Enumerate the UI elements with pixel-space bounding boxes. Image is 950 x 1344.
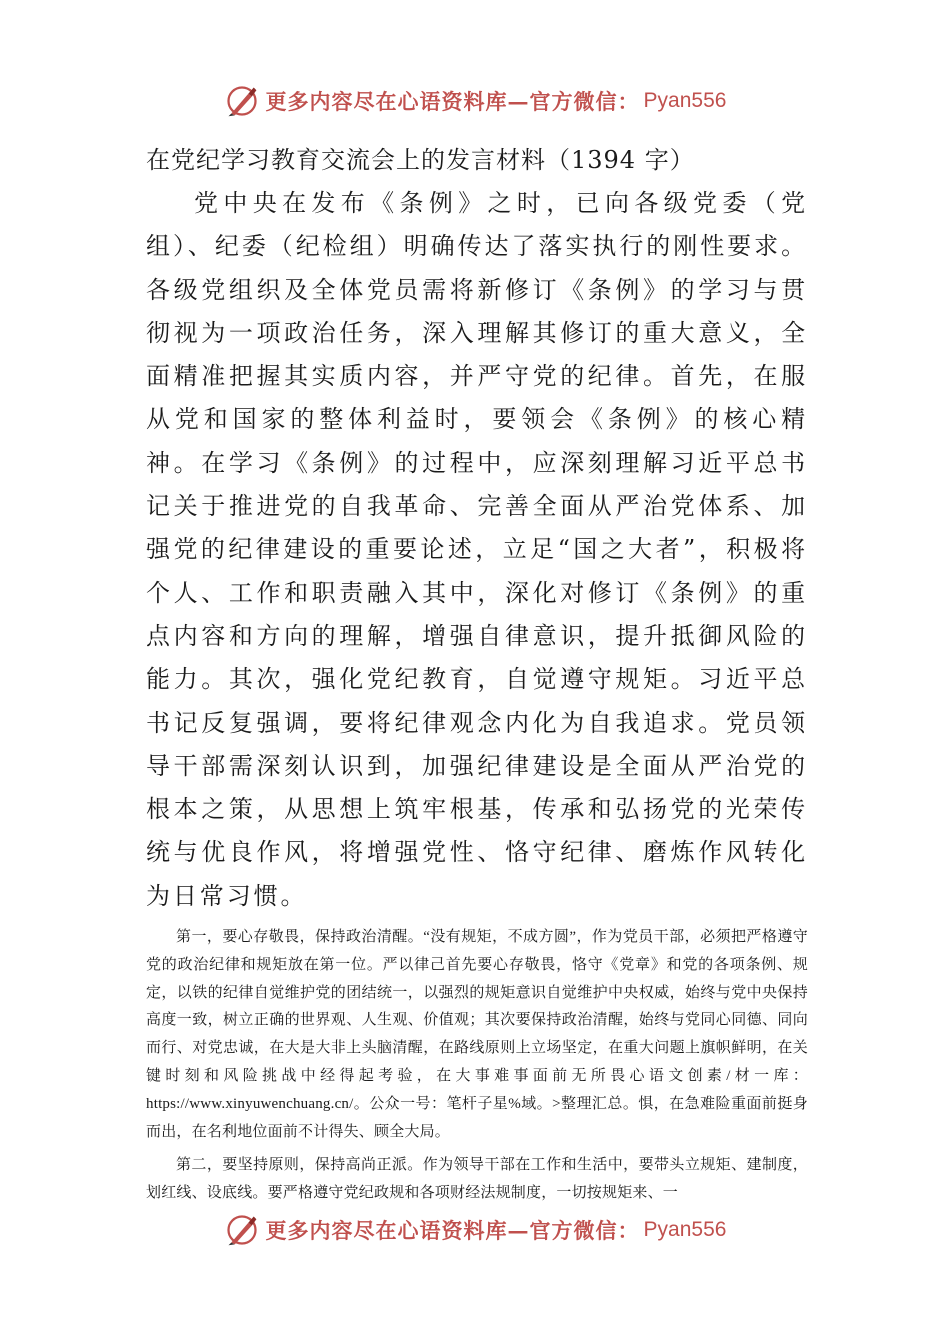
- paragraph-second-point: 第二，要坚持原则，保持高尚正派。作为领导干部在工作和生活中，要带头立规矩、建制度，划红线、设底线。要严格遵守党纪政规和各项财经法规制度，一切按规矩来、一: [146, 1157, 808, 1202]
- document-body: [146, 138, 808, 1208]
- paragraph-first-point: 第一，要心存敬畏，保持政治清醒。“没有规矩，不成方圆”，作为党员干部，必须把严格遵守党的政治纪律和规矩放在第一位。严以律己首先要心存敬畏，恪守《党章》和党的各项条例、规定，以铁的纪律自觉维护党的团结统一，以强烈的规矩意识自觉维护中央权威，始终与党中央保持高度一致，树立正确的世界观、人生观、价值观；其次要保持政治清醒，始终与党同心同德、同向而行、对党忠诚，在大是大非上头脑清醒，在路线原则上立场坚定，在重大问题上旗帜鲜明，在关键时刻和风险挑战中经得起考验，在大事难事面前无所畏心语文创素/材一库：https://www.xinyuwenchuang.cn/。公众一号：笔杆子星%域。>整理汇总。惧，在急难险重面前挺身而出，在名利地位面前不计得失、顾全大局。: [146, 929, 808, 1140]
- banner-text: 更多内容尽在心语资料库—官方微信：: [265, 89, 640, 114]
- footer-wechat-id: Pyan556: [643, 1218, 727, 1241]
- document-title: 在党纪学习教育交流会上的发言材料（1394 字）: [146, 146, 695, 174]
- header-banner: [0, 76, 950, 126]
- pen-logo-icon: [224, 83, 260, 119]
- pen-logo-icon: [224, 1212, 260, 1248]
- wechat-id: Pyan556: [643, 89, 727, 112]
- paragraph-intro: 党中央在发布《条例》之时，已向各级党委（党组）、纪委（纪检组）明确传达了落实执行的刚性要求。各级党组织及全体党员需将新修订《条例》的学习与贯彻视为一项政治任务，深入理解其修订的重大意义，全面精准把握其实质内容，并严守党的纪律。首先，在服从党和国家的整体利益时，要领会《条例》的核心精神。在学习《条例》的过程中，应深刻理解习近平总书记关于推进党的自我革命、完善全面从严治党体系、加强党的纪律建设的重要论述，立足“国之大者”，积极将个人、工作和职责融入其中，深化对修订《条例》的重点内容和方向的理解，增强自律意识，提升抵御风险的能力。其次，强化党纪教育，自觉遵守规矩。习近平总书记反复强调，要将纪律观念内化为自我追求。党员领导干部需深刻认识到，加强纪律建设是全面从严治党的根本之策，从思想上筑牢根基，传承和弘扬党的光荣传统与优良作风，将增强党性、恪守纪律、磨炼作风转化为日常习惯。: [146, 189, 808, 910]
- footer-banner-text: 更多内容尽在心语资料库—官方微信：: [265, 1218, 640, 1243]
- footer-banner: [0, 1205, 950, 1255]
